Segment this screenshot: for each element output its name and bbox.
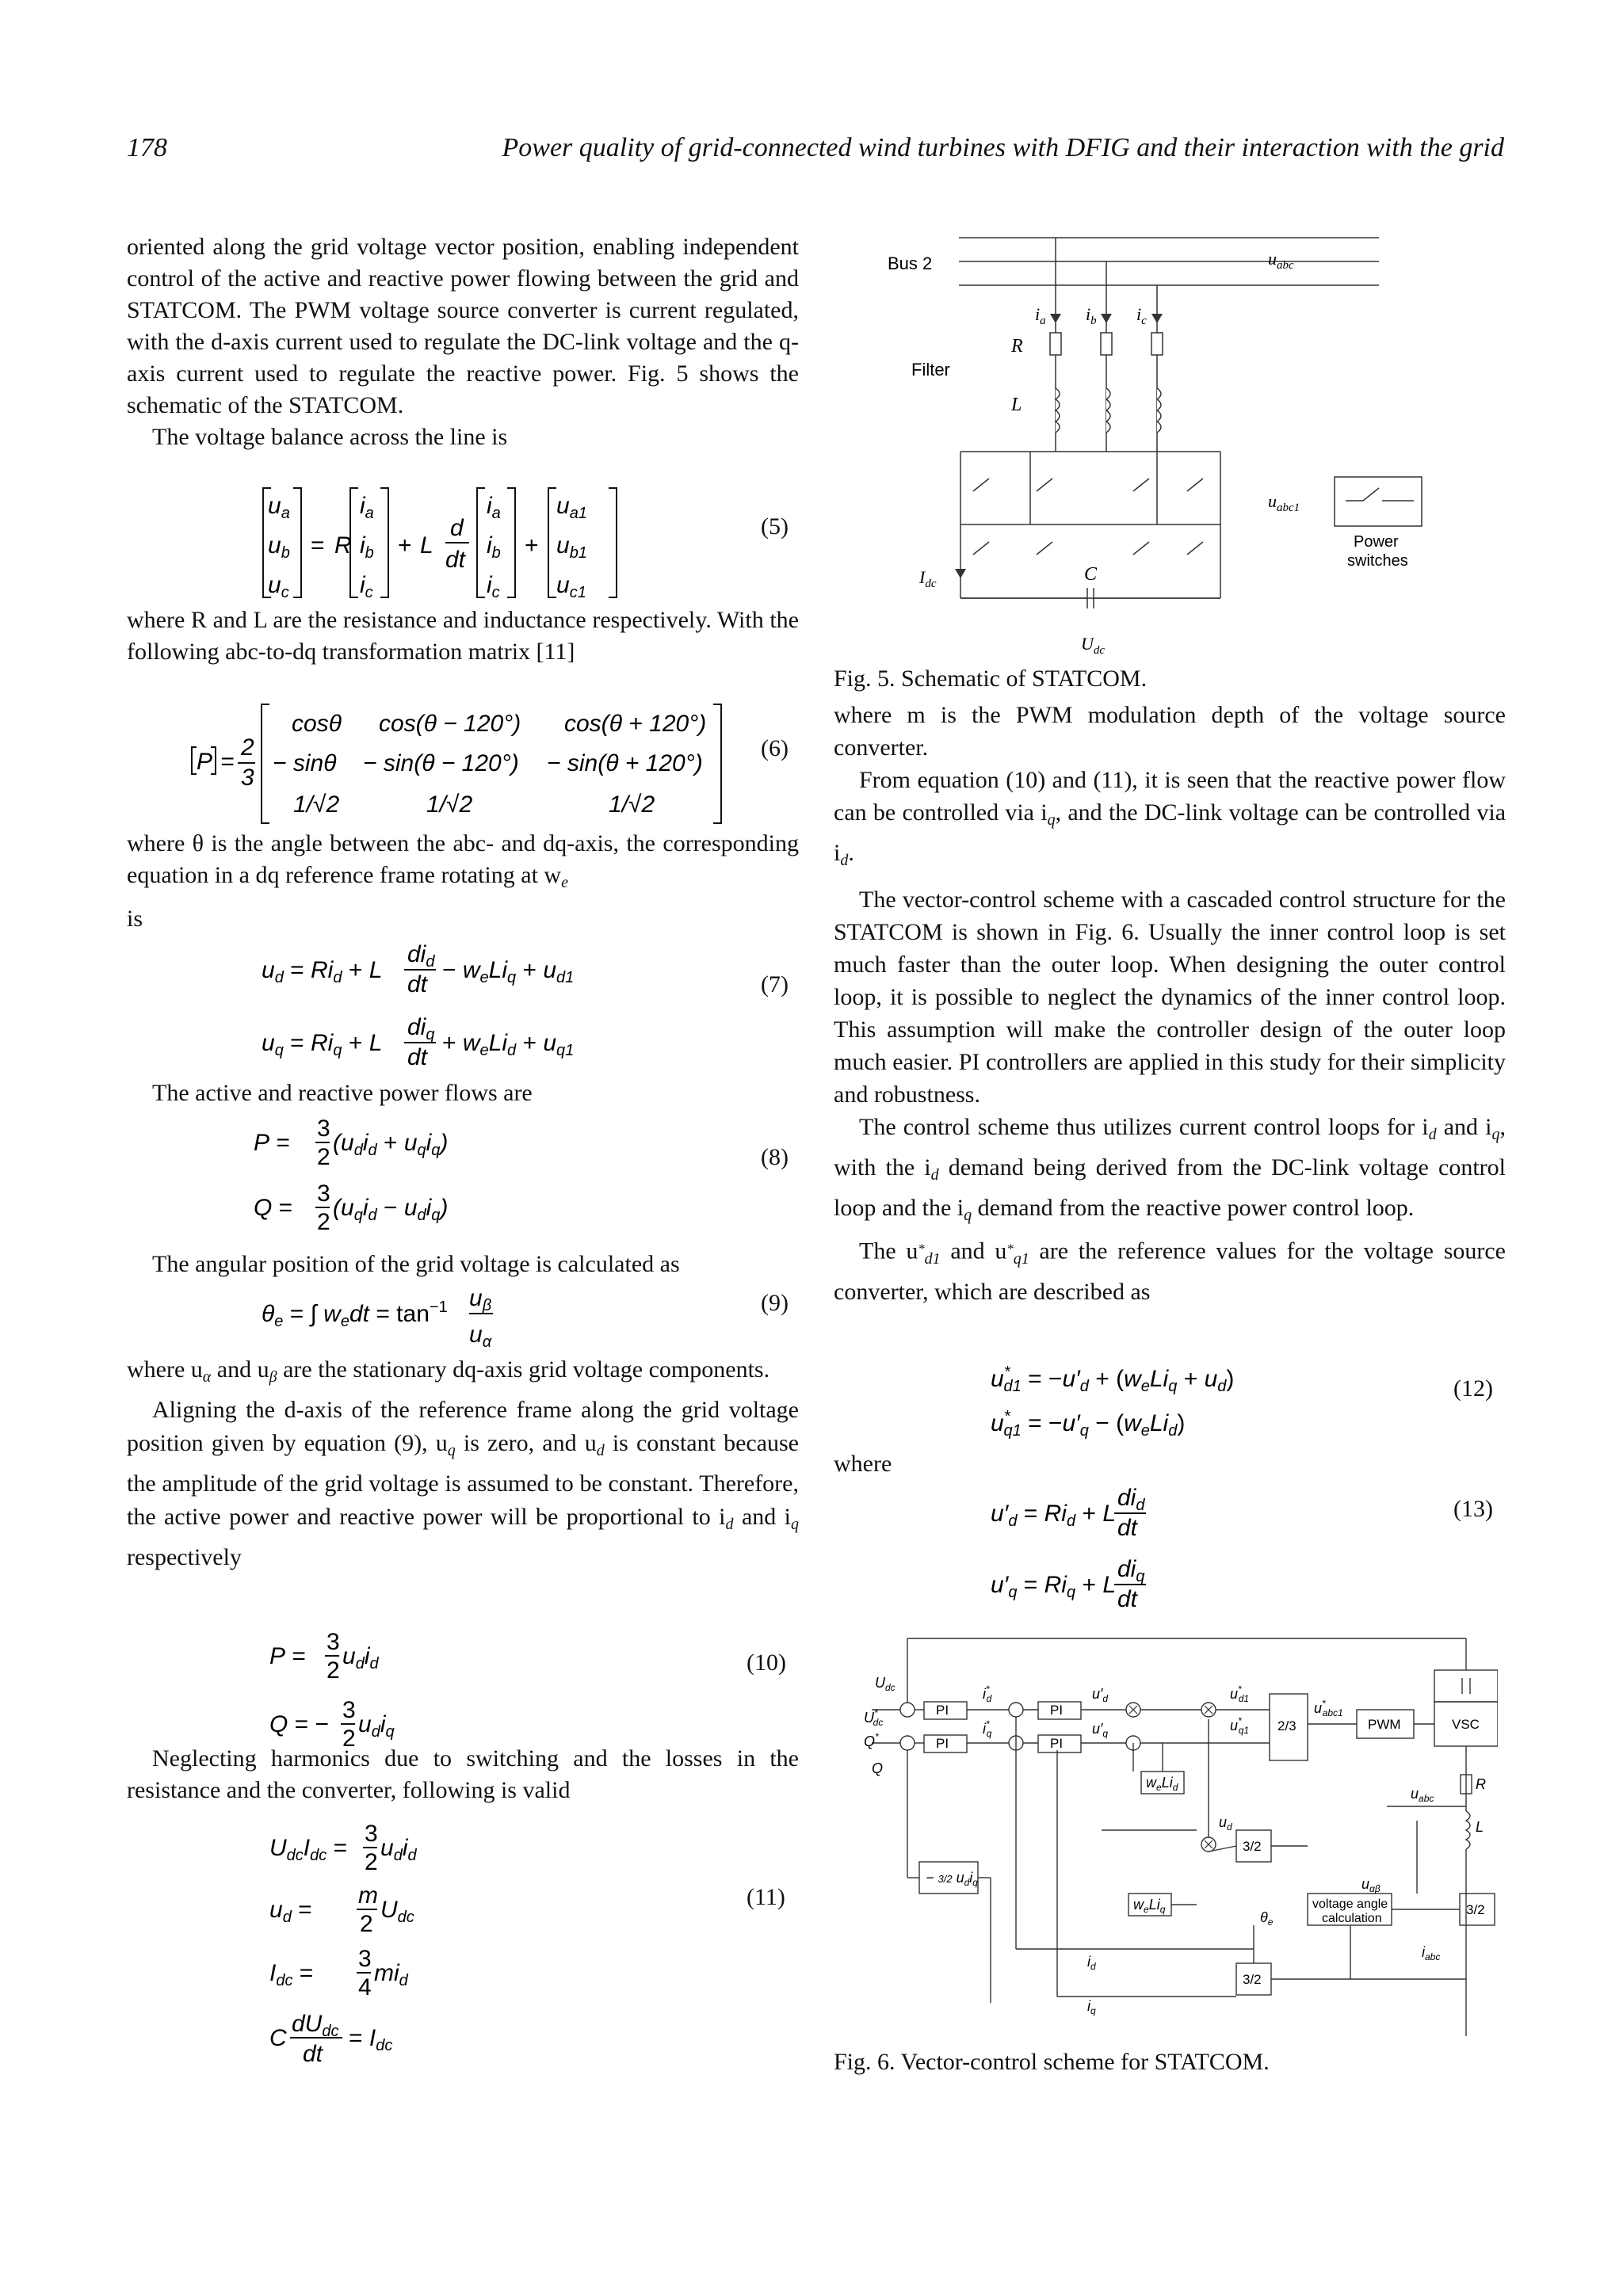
svg-text:diq: $di_q$ [1117,1556,1145,1585]
svg-text:Q = −: Q = − [269,1711,330,1737]
page-number: 178 [127,133,167,162]
svg-text:2: 2 [317,1209,330,1235]
left-column-5 [127,1249,799,1280]
svg-text:ic: $i_c$ [487,572,500,601]
svg-text:u′q = Riq + L: $u'_q = Ri_q + L$ [991,1572,1116,1601]
svg-text:voltage angle: voltage angle [1312,1897,1388,1911]
svg-text:i*d: i* d [983,1684,992,1704]
svg-text:PI: PI [1050,1703,1064,1718]
svg-text:− sin(θ − 120°): − sin(θ − 120°) [363,750,519,776]
svg-text:L: L [420,532,433,559]
equation-number: (8) [761,1144,789,1170]
svg-text:ub1: $u_{b1}$ [556,532,587,562]
right-column-where [834,1448,1506,1480]
left-column-7 [127,1743,799,1806]
svg-text:θe: $\theta_e$ [1260,1909,1274,1928]
svg-text:+ weLid + uq1: + $w_eLi_d + u_{q1}$ [442,1030,575,1059]
paragraph: Neglecting harmonics due to switching and the losses in the resistance and the converter, following is valid [127,1745,799,1803]
svg-text:ua1: $u_{a1}$ [556,493,587,522]
svg-text:iabc: $i_{abc}$ [1422,1944,1441,1962]
equation-13 [991,1480,1228,1615]
svg-text:3: 3 [317,1116,330,1142]
svg-text:u*q1 = −u′q − (weLid): u* $q1 = -u'_q - (w_eLi_d)$ [991,1408,1186,1440]
svg-text:dt: dt [303,2041,323,2067]
svg-text:R: R [334,532,352,559]
svg-text:− sinθ: − sinθ [273,750,337,776]
svg-text:+: + [398,532,412,559]
svg-text:1/√2: 1/√2 [609,791,655,818]
svg-text:Udc: $U_{dc}$ [1081,634,1106,657]
svg-text:Udc: $U_{dc}$ [875,1675,896,1693]
paragraph: The voltage balance across the line is [152,424,508,450]
equation-number: (9) [761,1290,789,1316]
equation-number: (13) [1453,1496,1493,1522]
svg-text:2: 2 [360,1911,373,1937]
svg-text:m: m [358,1882,378,1909]
svg-text:dt: dt [1117,1586,1138,1612]
svg-text:cos(θ + 120°): cos(θ + 120°) [564,711,707,737]
svg-text:(udid + uqiq): $(u_di_d + u_qi_q)$ [333,1130,449,1159]
svg-text:cosθ: cosθ [292,711,342,737]
svg-text:2: 2 [241,734,254,761]
equation-12 [991,1358,1323,1445]
svg-text:UdcIdc =: $U_{dc}I_{dc}$ = [269,1835,348,1864]
svg-text:L: L [1476,1819,1484,1835]
svg-text:2: 2 [317,1144,330,1170]
svg-text:P =: P = [269,1643,306,1669]
svg-text:u*q1: u* q1 [1230,1715,1250,1736]
svg-text:uβ: $u_\beta$ [469,1285,492,1314]
paragraph: The vector-control scheme with a cascaded control structure for the STATCOM is shown in Fig. 6. Usually the inner control loop is set much faster than the outer loop. When designing the outer control loop, it is possible to neglect the dynamics of the inner control loop. This assumption will make the controller design of the outer loop much easier. PI controllers are applied in this study for their simplicity and robustness. [834,887,1506,1108]
svg-text:ud = Rid + L: $u_d = Ri_d + L$ [262,957,383,986]
paragraph: The angular position of the grid voltage is calculated as [152,1251,680,1277]
left-column-3 [127,828,799,935]
paragraph: where [834,1451,892,1477]
svg-text:3/2: 3/2 [1466,1902,1485,1917]
filter-label: Filter [911,360,950,379]
equation-9 [262,1277,579,1356]
left-column [127,231,799,453]
svg-text:ud: $u_d$ [1219,1814,1232,1833]
equation-5 [262,483,658,602]
svg-text:dt: dt [445,547,466,573]
paragraph: is [127,906,143,932]
svg-text:PI: PI [1050,1736,1064,1751]
equation-11 [269,1814,539,2084]
equation-6 [190,701,729,828]
svg-text:udiq: $u_di_q$ [358,1711,395,1741]
svg-text:R: R [1476,1776,1486,1792]
svg-text:C: C [269,2025,287,2051]
equation-number: (7) [761,971,789,997]
equation-number: (5) [761,513,789,540]
svg-text:uc1: $u_{c1}$ [556,572,586,601]
svg-text:ic: $i_c$ [360,572,373,601]
svg-text:u′d = Rid + L: $u'_d = Ri_d + L$ [991,1501,1116,1530]
svg-text:weLid: $w_eLi_d$ [1146,1775,1178,1793]
svg-text:3: 3 [327,1629,340,1655]
svg-text:3/2: 3/2 [1243,1839,1262,1854]
svg-text:diq: $di_q$ [407,1014,435,1043]
paragraph: where R and L are the resistance and inductance respectively. With the following abc-to-dq transformation matrix [11] [127,607,799,665]
svg-text:ib: $i_b$ [360,532,374,562]
svg-text:udid: $u_di_d$ [342,1643,379,1672]
svg-text:= Idc: = $I_{dc}$ [349,2025,393,2054]
svg-text:ub: $u_b$ [268,532,290,562]
svg-text:ic: $i_c$ [1136,304,1147,327]
svg-text:dUdc: $dU_{dc}$ [292,2011,339,2040]
equation-8 [254,1109,571,1236]
svg-text:Q*: Q* [864,1731,879,1749]
svg-text:− 3/2 udiq: − 3/2 $u_di_q$ [926,1870,978,1888]
svg-text:Idc: $I_{dc}$ [919,567,937,590]
svg-text:switches: switches [1347,552,1408,570]
svg-text:2: 2 [327,1657,340,1684]
svg-text:u*d1: u* d1 [1230,1684,1250,1704]
svg-text:ib: $i_b$ [487,532,501,562]
svg-text:ib: $i_b$ [1086,304,1097,327]
paragraph: where $u_\alpha$ and $u_\beta$ are the stationary dq-axis grid voltage components. [127,1356,770,1386]
equation-10 [269,1616,507,1751]
svg-text:did: $di_d$ [407,941,435,971]
svg-text:i*q: i* q [983,1718,992,1739]
svg-text:3: 3 [365,1821,378,1847]
svg-text:ia: $i_a$ [487,493,501,522]
svg-text:uc: $u_c$ [268,572,289,601]
svg-text:+: + [525,532,539,559]
svg-text:3: 3 [358,1946,372,1972]
svg-text:ua: $u_a$ [268,493,290,522]
svg-text:ud =: $u_d$ = [269,1897,312,1926]
paragraph: The active and reactive power flows are [152,1080,533,1106]
svg-text:d: d [450,515,464,541]
paragraph: where θ is the angle between the abc- and dq-axis, the corresponding equation in a dq reference frame rotating at $w_e$ [127,830,799,891]
figure-6-caption: Fig. 6. Vector-control scheme for STATCOM. [834,2049,1270,2075]
svg-text:2/3: 2/3 [1277,1718,1296,1733]
svg-text:did: $di_d$ [1117,1485,1145,1514]
figure-6-vector-control [864,1624,1498,2044]
paragraph: Aligning the d-axis of the reference frame along the grid voltage position given by equation (9), $u_q$ is zero, and $u_d$ is constant because the amplitude of the grid voltage is assumed to be constant. Therefore, the active power and reactive power will be proportional to $i_d$ and $i_q$ respectively [127,1397,800,1570]
svg-text:iq: $i_q$ [1087,1998,1096,2016]
svg-text:uabc1: $u_{abc1}$ [1268,491,1300,514]
svg-text:ia: $i_a$ [360,493,374,522]
svg-text:Q: Q [872,1760,884,1776]
svg-text:Q =: Q = [254,1195,293,1221]
svg-text:ia: $i_a$ [1035,304,1046,327]
svg-text:Idc =: $I_{dc}$ = [269,1960,314,1989]
svg-text:U*dc: U* dc [864,1707,884,1728]
svg-text:3: 3 [317,1180,330,1207]
svg-text:=: = [220,749,235,775]
svg-text:=: = [311,532,325,559]
svg-text:id: $i_d$ [1087,1954,1096,1972]
svg-text:uq = Riq + L: $u_q = Ri_q + L$ [262,1030,383,1059]
right-column [834,699,1506,1308]
bus-label: Bus 2 [888,254,933,273]
svg-text:Udc: $U_{dc}$ [380,1897,414,1926]
svg-text:uabc: $u_{abc}$ [1268,249,1294,272]
svg-text:PI: PI [936,1736,949,1751]
svg-text:θe = ∫ wedt = tan−1: $\theta_e$ = ∫ $w_edt = \tan^{-1}$ [262,1299,448,1330]
svg-text:uα: $u_\alpha$ [469,1322,492,1351]
svg-text:dt: dt [407,1044,428,1070]
svg-text:weLiq: $w_eLi_q$ [1133,1897,1166,1915]
svg-text:(uqid − udiq): $(u_qi_d - u_di_q)$ [333,1195,449,1224]
paragraph: oriented along the grid voltage vector position, enabling independent control of the active and reactive power flowing between the grid and STATCOM. The PWM voltage source converter is current regulated, with the d-axis current used to regulate the DC-link voltage and the q-axis current used to regulate the reactive power. Fig. 5 shows the schematic of the STATCOM. [127,234,799,418]
svg-text:2: 2 [365,1849,378,1875]
equation-number: (6) [761,735,789,761]
svg-text:3: 3 [241,765,254,791]
paragraph: From equation (10) and (11), it is seen that the reactive power flow can be controlled via $i_q$, and the DC-link voltage can be controlled via $i_d$. [834,767,1507,869]
svg-text:C: C [1084,564,1098,585]
svg-text:calculation: calculation [1322,1912,1382,1925]
equation-number: (10) [747,1650,786,1676]
svg-text:udid: $u_di_d$ [380,1835,417,1864]
svg-text:u*d1 = −u′d + (weLiq + ud): u* $d1 = -u'_d + (w_eLi_q + u_d)$ [991,1363,1235,1395]
svg-text:− sin(θ + 120°): − sin(θ + 120°) [547,750,703,776]
svg-text:PI: PI [936,1703,949,1718]
svg-text:u′d: $u'_d$ [1092,1686,1109,1704]
equation-number: (12) [1453,1375,1493,1402]
paragraph: The control scheme thus utilizes current control loops for $i_d$ and $i_q$, with the $i_d$ demand being derived from the DC-link voltage control loop and the $i_q$ demand from the reactive power control loop. [834,1114,1506,1224]
svg-text:uαβ: $u_{\alpha\beta}$ [1361,1876,1381,1894]
svg-text:dt: dt [1117,1515,1138,1541]
paragraph: The u*d1 and u*q1 are the reference values for the voltage source converter, which are described as [834,1238,1506,1305]
svg-text:cos(θ − 120°): cos(θ − 120°) [379,711,521,737]
svg-text:uabc: $u_{abc}$ [1411,1786,1434,1804]
figure-5-statcom-schematic [872,222,1442,673]
svg-text:− weLiq + ud1: − $w_eLi_q + u_{d1}$ [442,957,575,986]
svg-text:P: P [197,749,213,775]
left-column-2 [127,605,799,668]
svg-text:Power: Power [1354,533,1399,551]
equation-number: (11) [747,1884,785,1910]
svg-text:u′q: $u'_q$ [1092,1721,1109,1739]
equation-7 [262,935,674,1070]
svg-text:dt: dt [407,971,428,997]
running-title: Power quality of grid-connected wind turbines with DFIG and their interaction with the grid [502,133,1504,162]
svg-text:2: 2 [342,1726,356,1751]
svg-text:1/√2: 1/√2 [426,791,473,818]
left-column-4 [127,1077,799,1109]
figure-5-caption: Fig. 5. Schematic of STATCOM. [834,666,1148,692]
svg-text:4: 4 [358,1974,372,2000]
paragraph: where m is the PWM modulation depth of the voltage source converter. [834,702,1506,761]
svg-text:mid: $mi_d$ [374,1960,408,1989]
svg-text:1/√2: 1/√2 [293,791,340,818]
svg-text:u*abc1: u* abc1 [1314,1698,1343,1718]
svg-text:3: 3 [342,1697,356,1723]
svg-text:PWM: PWM [1368,1717,1401,1732]
left-column-6 [127,1353,799,1574]
inductor-label: L [1011,395,1022,415]
svg-text:VSC: VSC [1452,1717,1480,1732]
resistor-label: R [1011,336,1023,357]
svg-text:P =: P = [254,1130,290,1156]
svg-text:3/2: 3/2 [1243,1972,1262,1987]
